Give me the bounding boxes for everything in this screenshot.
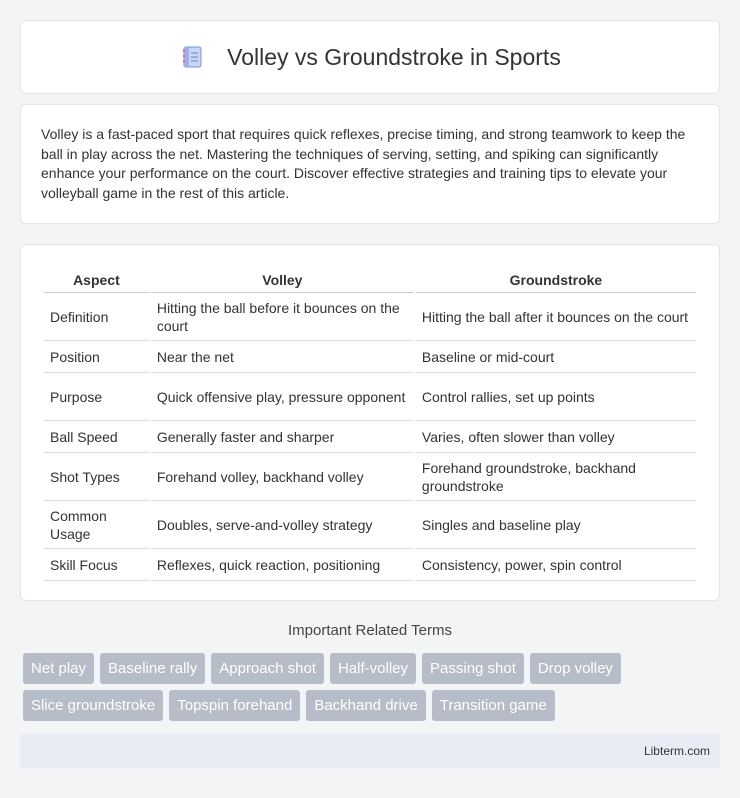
table-cell: Hitting the ball before it bounces on the court bbox=[151, 293, 414, 341]
table-cell: Singles and baseline play bbox=[416, 501, 696, 549]
intro-card bbox=[20, 104, 720, 224]
tag-passing-shot[interactable]: Passing shot bbox=[422, 653, 524, 684]
table-cell: Doubles, serve-and-volley strategy bbox=[151, 501, 414, 549]
table-cell: Ball Speed bbox=[44, 421, 149, 453]
tag-baseline-rally[interactable]: Baseline rally bbox=[100, 653, 205, 684]
table-row bbox=[44, 453, 696, 501]
table-row bbox=[44, 549, 696, 581]
table-row bbox=[44, 341, 696, 373]
intro-text: Volley is a fast-paced sport that requires quick reflexes, precise timing, and strong teamwork to keep the ball in play across the net. Mastering the techniques of serving, setting, and spiking can significantly enhance your performance on the court. Discover effective strategies and training tips to elevate your volleyball game in the rest of this article. bbox=[41, 126, 686, 201]
table-cell: Varies, often slower than volley bbox=[416, 421, 696, 453]
table-cell: Hitting the ball after it bounces on the court bbox=[416, 293, 696, 341]
table-cell: Baseline or mid-court bbox=[416, 341, 696, 373]
tag-drop-volley[interactable]: Drop volley bbox=[530, 653, 621, 684]
table-cell: Quick offensive play, pressure opponent bbox=[151, 373, 414, 421]
table-cell: Near the net bbox=[151, 341, 414, 373]
footer-site-link[interactable]: Libterm.com bbox=[643, 744, 710, 758]
tag-transition-game[interactable]: Transition game bbox=[432, 690, 555, 721]
table-cell: Skill Focus bbox=[44, 549, 149, 581]
table-row bbox=[44, 501, 696, 549]
table-cell: Consistency, power, spin control bbox=[416, 549, 696, 581]
related-terms-title: Important Related Terms bbox=[288, 622, 452, 639]
table-row bbox=[44, 421, 696, 453]
table-cell: Common Usage bbox=[44, 501, 149, 549]
comparison-table bbox=[42, 267, 698, 581]
table-cell: Reflexes, quick reaction, positioning bbox=[151, 549, 414, 581]
tag-net-play[interactable]: Net play bbox=[23, 653, 94, 684]
tag-approach-shot[interactable]: Approach shot bbox=[211, 653, 324, 684]
table-cell: Shot Types bbox=[44, 453, 149, 501]
related-terms-tags bbox=[23, 653, 723, 727]
table-header-row bbox=[44, 267, 696, 293]
tag-topspin-forehand[interactable]: Topspin forehand bbox=[169, 690, 300, 721]
table-cell: Forehand volley, backhand volley bbox=[151, 453, 414, 501]
notebook-icon bbox=[179, 44, 205, 70]
header-groundstroke: Groundstroke bbox=[416, 267, 696, 293]
table-cell: Position bbox=[44, 341, 149, 373]
footer bbox=[20, 734, 720, 768]
table-cell: Definition bbox=[44, 293, 149, 341]
tag-backhand-drive[interactable]: Backhand drive bbox=[306, 690, 425, 721]
table-row bbox=[44, 293, 696, 341]
table-row bbox=[44, 373, 696, 421]
page-title: Volley vs Groundstroke in Sports bbox=[227, 43, 561, 70]
header-aspect: Aspect bbox=[44, 267, 149, 293]
header-volley: Volley bbox=[151, 267, 414, 293]
table-cell: Purpose bbox=[44, 373, 149, 421]
table-cell: Control rallies, set up points bbox=[416, 373, 696, 421]
header-card bbox=[20, 20, 720, 94]
tag-half-volley[interactable]: Half-volley bbox=[330, 653, 416, 684]
comparison-table-card bbox=[20, 244, 720, 601]
table-cell: Generally faster and sharper bbox=[151, 421, 414, 453]
table-cell: Forehand groundstroke, backhand groundstroke bbox=[416, 453, 696, 501]
tag-slice-groundstroke[interactable]: Slice groundstroke bbox=[23, 690, 163, 721]
